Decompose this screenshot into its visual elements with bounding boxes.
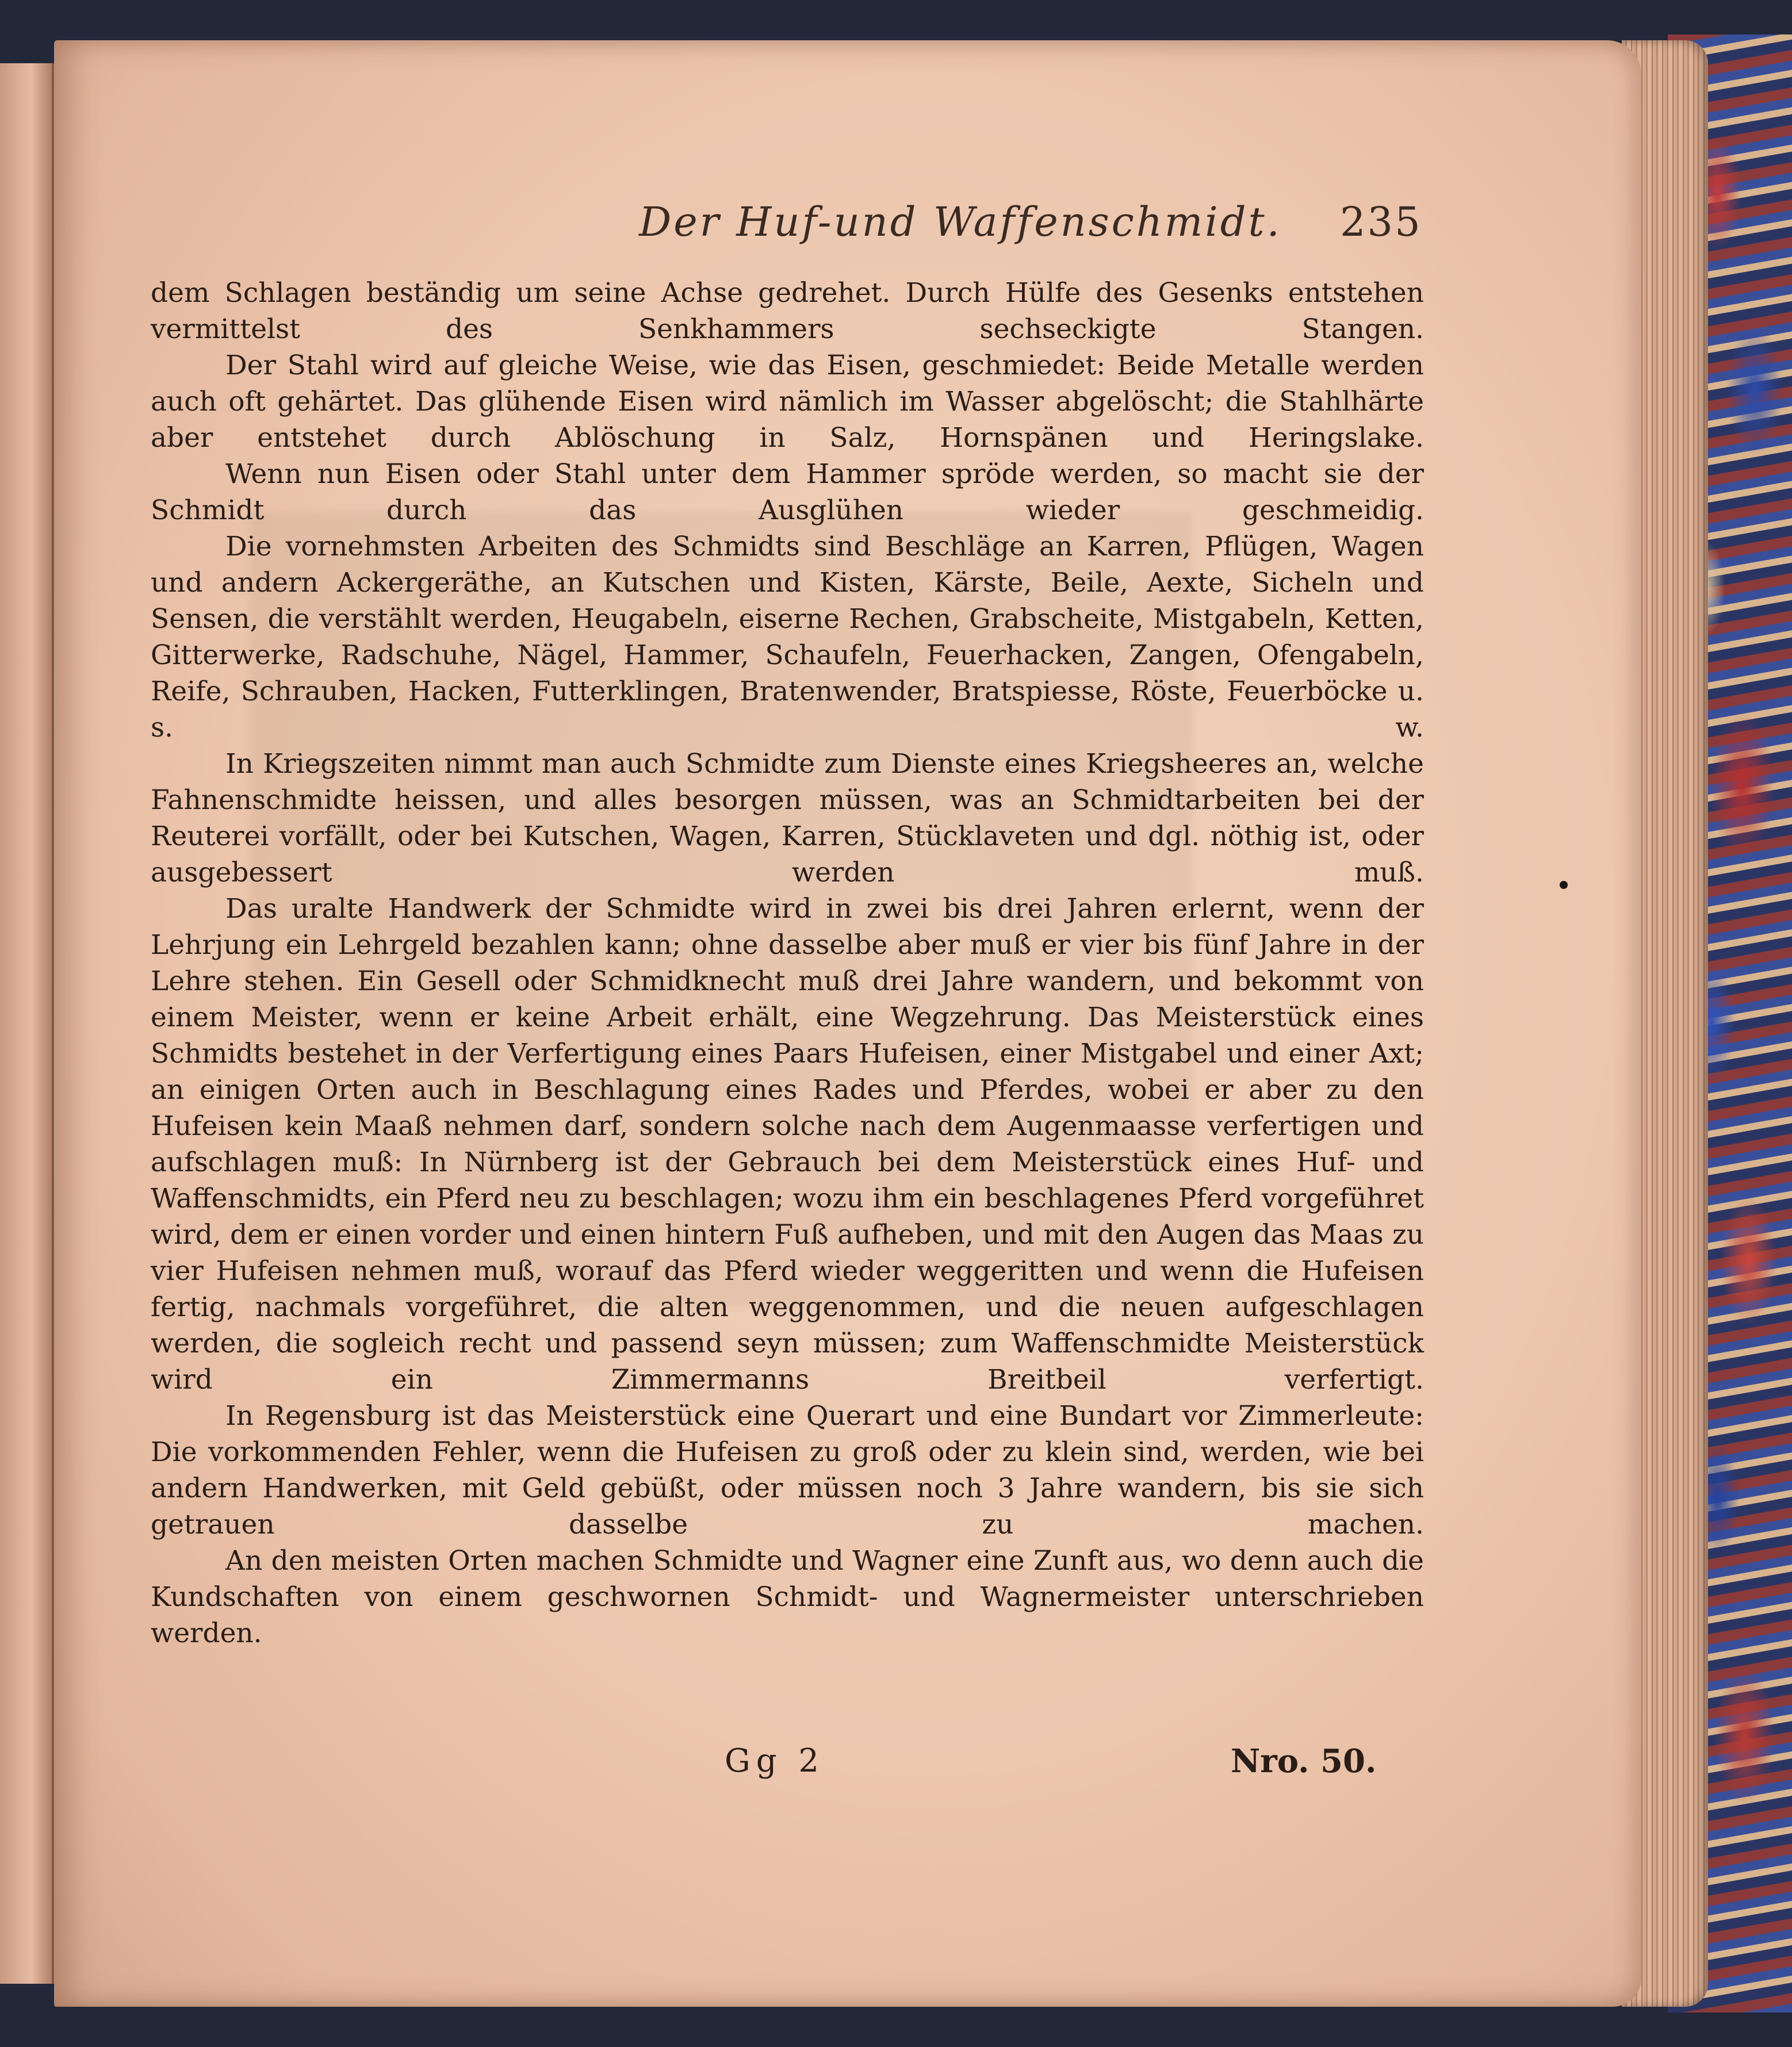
running-title: Der Huf-und Waffenschmidt.: [639, 198, 1282, 246]
body-text: [151, 275, 1424, 1651]
paragraph: In Regensburg ist das Meisterstück eine Querart und eine Bundart vor Zimmerleute: Die vorkommenden Fehler, wenn die Hufeisen zu groß oder zu klein sind, werden, wie bei andern Handwerken, mit Geld gebüßt, oder müssen noch 3 Jahre wandern, bis sie sich getrauen dasselbe zu machen.: [151, 1400, 1424, 1540]
catchword: Nro. 50.: [1231, 1742, 1377, 1780]
ink-spot: [1560, 881, 1568, 889]
paragraph: In Kriegszeiten nimmt man auch Schmidte zum Dienste eines Kriegsheeres an, welche Fahnenschmidte heissen, und alles besorgen müssen, was an Schmidtarbeiten bei der Reuterei vorfällt, oder bei Kutschen, Wagen, Karren, Stücklaveten und dgl. nöthig ist, oder ausgebessert werden muß.: [151, 748, 1424, 888]
paragraph: dem Schlagen beständig um seine Achse gedrehet. Durch Hülfe des Gesenks entstehen vermittelst des Senkhammers sechseckigte Stangen.: [151, 277, 1424, 345]
paragraph: Der Stahl wird auf gleiche Weise, wie das Eisen, geschmiedet: Beide Metalle werden auch oft gehärtet. Das glühende Eisen wird nämlich im Wasser abgelöscht; die Stahlhärte aber entstehet durch Ablöschung in Salz, Hornspänen und Heringslake.: [151, 350, 1424, 454]
paragraph: An den meisten Orten machen Schmidte und Wagner eine Zunft aus, wo denn auch die Kundschaften von einem geschwornen Schmidt- und Wagnermeister unterschrieben werden.: [151, 1545, 1424, 1649]
paragraph: Das uralte Handwerk der Schmidte wird in zwei bis drei Jahren erlernt, wenn der Lehrjung ein Lehrgeld bezahlen kann; ohne dasselbe aber muß er vier bis fünf Jahre in der Lehre stehen. Ein Gesell oder Schmidknecht muß drei Jahre wandern, und bekommt von einem Meister, wenn er keine Arbeit erhält, eine Wegzehrung. Das Meisterstück eines Schmidts bestehet in der Verfertigung eines Paars Hufeisen, einer Mistgabel und einer Axt; an einigen Orten auch in Beschlagung eines Rades und Pferdes, wobei er aber zu den Hufeisen kein Maaß nehmen darf, sondern solche nach dem Augenmaasse verfertigen und aufschlagen muß: In Nürnberg ist der Gebrauch bei dem Meisterstück eines Huf- und Waffenschmidts, ein Pferd neu zu beschlagen; wozu ihm ein beschlagenes Pferd vorgeführet wird, dem er einen vorder und einen hintern Fuß aufheben, und mit den Augen das Maas zu vier Hufeisen nehmen muß, worauf das Pferd wieder weggeritten und wenn die Hufeisen fertig, nachmals vorgeführet, die alten weggenommen, und die neuen aufgeschlagen werden, die sogleich recht und passend seyn müssen; zum Waffenschmidte Meisterstück wird ein Zimmermanns Breitbeil verfertigt.: [151, 893, 1424, 1396]
signature-mark: Gg 2: [725, 1742, 825, 1780]
facing-page-edge: [0, 63, 54, 1984]
paragraph: Wenn nun Eisen oder Stahl unter dem Hammer spröde werden, so macht sie der Schmidt durch das Ausglühen wieder geschmeidig.: [151, 458, 1424, 526]
paragraph: Die vornehmsten Arbeiten des Schmidts sind Beschläge an Karren, Pflügen, Wagen und andern Ackergeräthe, an Kutschen und Kisten, Kärste, Beile, Aexte, Sicheln und Sensen, die verstählt werden, Heugabeln, eiserne Rechen, Grabscheite, Mistgabeln, Ketten, Gitterwerke, Radschuhe, Nägel, Hammer, Schaufeln, Feuerhacken, Zangen, Ofengabeln, Reife, Schrauben, Hacken, Futterklingen, Bratenwender, Bratspiesse, Röste, Feuerböcke u. s. w.: [151, 531, 1424, 743]
page-number: 235: [1340, 198, 1422, 246]
